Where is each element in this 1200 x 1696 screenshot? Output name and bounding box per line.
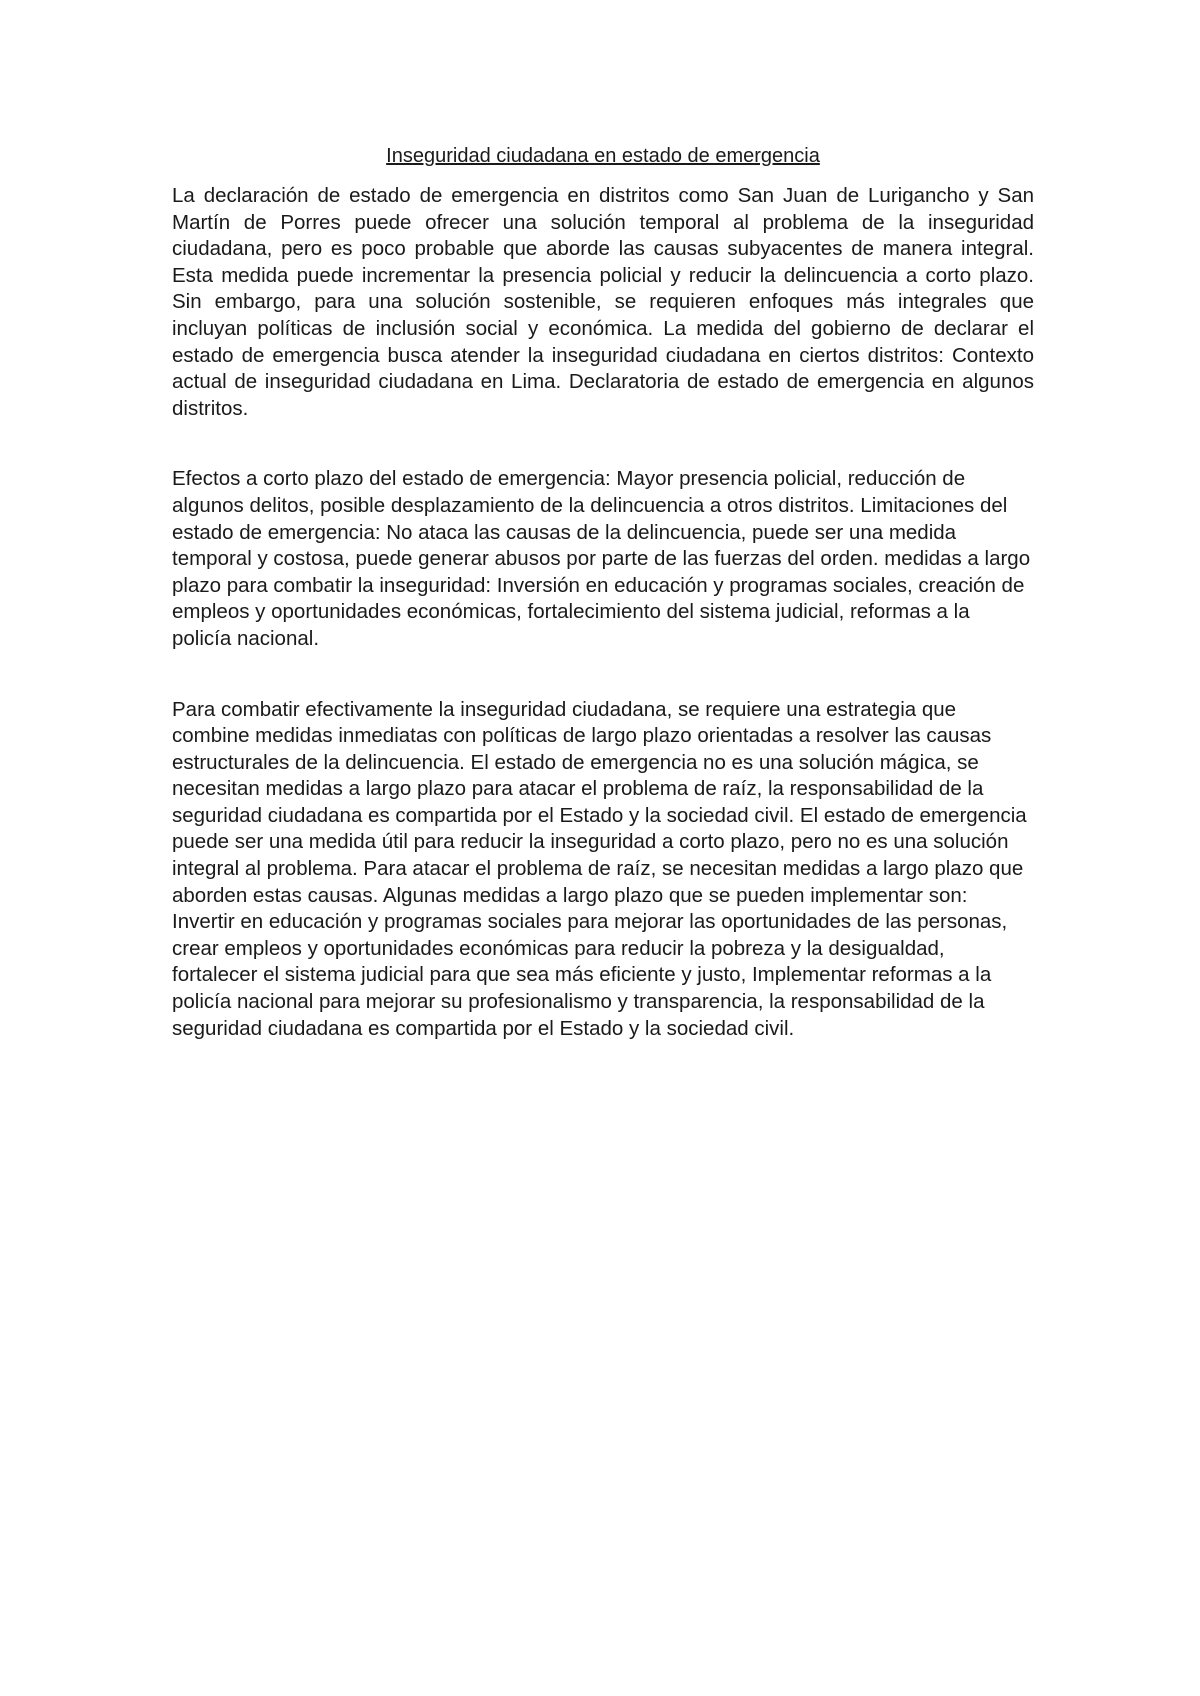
paragraph-intro: La declaración de estado de emergencia en distritos como San Juan de Lurigancho y San Martín de Porres puede ofrecer una solución temporal al problema de la inseguridad ciudadana, pero es poco probable que aborde las causas subyacentes de manera integral. Esta medida puede incrementar la presencia policial y reducir la delincuencia a corto plazo. Sin embargo, para una solución sostenible, se requieren enfoques más integrales que incluyan políticas de inclusión social y económica. La medida del gobierno de declarar el estado de emergencia busca atender la inseguridad ciudadana en ciertos distritos: Contexto actual de inseguridad ciudadana en Lima. Declaratoria de estado de emergencia en algunos distritos.	[172, 184, 1034, 420]
document-title: Inseguridad ciudadana en estado de emergencia	[386, 145, 820, 167]
paragraph-spacer	[172, 422, 1034, 466]
document-body	[172, 143, 1034, 1042]
paragraph-conclusion: Para combatir efectivamente la inseguridad ciudadana, se requiere una estrategia que combine medidas inmediatas con políticas de largo plazo orientadas a resolver las causas estructurales de la delincuencia. El estado de emergencia no es una solución mágica, se necesitan medidas a largo plazo para atacar el problema de raíz, la responsabilidad de la seguridad ciudadana es compartida por el Estado y la sociedad civil. El estado de emergencia puede ser una medida útil para reducir la inseguridad a corto plazo, pero no es una solución integral al problema. Para atacar el problema de raíz, se necesitan medidas a largo plazo que aborden estas causas. Algunas medidas a largo plazo que se pueden implementar son: Invertir en educación y programas sociales para mejorar las oportunidades de las personas, crear empleos y oportunidades económicas para reducir la pobreza y la desigualdad, fortalecer el sistema judicial para que sea más eficiente y justo, Implementar reformas a la policía nacional para mejorar su profesionalismo y transparencia, la responsabilidad de la seguridad ciudadana es compartida por el Estado y la sociedad civil.	[172, 697, 1027, 1040]
paragraph-effects: Efectos a corto plazo del estado de emergencia: Mayor presencia policial, reducción de algunos delitos, posible desplazamiento de la delincuencia a otros distritos. Limitaciones del estado de emergencia: No ataca las causas de la delincuencia, puede ser una medida temporal y costosa, puede generar abusos por parte de las fuerzas del orden. medidas a largo plazo para combatir la inseguridad: Inversión en educación y programas sociales, creación de empleos y oportunidades económicas, fortalecimiento del sistema judicial, reformas a la policía nacional.	[172, 467, 1031, 650]
paragraph-spacer	[172, 653, 1034, 697]
